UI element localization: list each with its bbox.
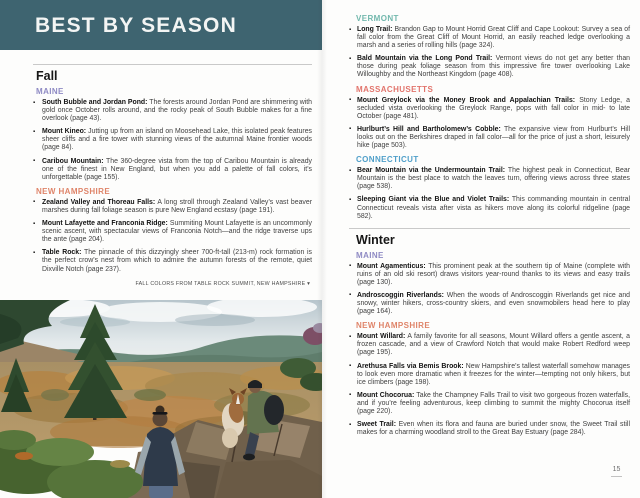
item-title: South Bubble and Jordan Pond: xyxy=(42,99,148,106)
bullet-icon: ▪ xyxy=(349,97,352,104)
bullet-icon: ▪ xyxy=(349,333,352,340)
item-body: This prominent peak at the southern tip of Maine (complete with ruins of an old ski resort) draws visitors year-round thanks to its views and easy trails (page 130). xyxy=(357,262,631,286)
section-header-banner xyxy=(0,0,322,50)
item-body: Vermont views do not get any better than those during peak foliage season from this impressive fire tower overlooking Lake Willoughby and the Northeast Kingdom (page 408). xyxy=(357,55,630,79)
list-item xyxy=(349,126,630,150)
bullet-icon: ▪ xyxy=(349,26,352,33)
item-title: Sleeping Giant via the Blue and Violet Trails: xyxy=(357,196,510,204)
list-item xyxy=(349,263,630,287)
item-body: The expansive view from Hurlburt’s Hill looks out on the Berkshires draped in fall color—all for the price of just a short, leisurely hike (page 503). xyxy=(357,125,631,150)
page-number-tick xyxy=(611,476,622,477)
divider-rule xyxy=(33,64,312,65)
summit-photo xyxy=(0,300,322,498)
item-title: Mount Lafayette and Franconia Ridge: xyxy=(42,220,168,228)
list-item xyxy=(33,99,312,123)
right-column xyxy=(349,14,630,442)
item-body: Even when its flora and fauna are buried under snow, the Sweet Trail still makes for a charming woodland stroll to the Great Bay Estuary (page 284). xyxy=(357,421,630,437)
bullet-icon: ▪ xyxy=(349,421,352,428)
state-label-connecticut: CONNECTICUT xyxy=(356,155,419,165)
bullet-icon: ▪ xyxy=(349,167,352,174)
item-body: A family favorite for all seasons, Mount Willard offers a gentle ascent, a frozen cascade, and a view of Crawford Notch that would make Robert Redford weep (page 195). xyxy=(357,333,631,357)
bullet-icon: ▪ xyxy=(33,128,36,135)
item-title: Mount Agamenticus: xyxy=(357,262,426,270)
item-body: The highest peak in Connecticut, Bear Mountain is the best place to watch the leaves turn, offering views across three states (page 538). xyxy=(357,167,630,191)
item-body: When the woods of Androscoggin Riverlands get nice and snowy, winter hikers, cross-country skiers, and even snowmobilers head here to play (page 164). xyxy=(357,291,630,316)
list-item xyxy=(349,363,630,387)
item-body: New Hampshire’s tallest waterfall somehow manages to look even more dramatic when it freezes for the winter—tempting not only hikers, but ice climbers (page 198). xyxy=(357,362,630,386)
bullet-icon: ▪ xyxy=(349,263,352,270)
state-label-maine-fall: MAINE xyxy=(36,87,64,96)
bullet-icon: ▪ xyxy=(33,199,36,206)
item-title: Caribou Mountain: xyxy=(42,157,104,165)
page-number xyxy=(611,466,622,477)
state-label-new-hampshire-fall: NEW HAMPSHIRE xyxy=(36,186,111,196)
item-title: Hurlburt’s Hill and Bartholomew’s Cobble: xyxy=(357,125,501,133)
item-title: Mount Willard: xyxy=(357,333,406,341)
photo-caption: FALL COLORS FROM TABLE ROCK SUMMIT, NEW HAMPSHIRE ▾ xyxy=(135,280,310,287)
item-title: Arethusa Falls via Bemis Brook: xyxy=(357,362,464,370)
bullet-icon: ▪ xyxy=(349,126,352,133)
item-body: This commanding mountain in central Connecticut reveals vista after vista as hikers move along its colorful ridgeline (page 582). xyxy=(357,196,630,220)
bullet-icon: ▪ xyxy=(33,220,36,227)
item-body: The forests around Jordan Pond are shimmering with gold once October rolls around, and the rocky peak of South Bubble makes for a fine overlook (page 43). xyxy=(42,99,312,123)
bullet-icon: ▪ xyxy=(349,55,352,62)
state-label-vermont: VERMONT xyxy=(356,14,399,23)
bullet-icon: ▪ xyxy=(33,249,36,256)
season-heading-fall: Fall xyxy=(36,69,58,83)
bullet-icon: ▪ xyxy=(33,99,36,106)
list-item xyxy=(349,392,630,416)
season-heading-winter: Winter xyxy=(356,232,395,247)
fall-landscape-illustration xyxy=(0,300,322,498)
bullet-icon: ▪ xyxy=(349,363,352,370)
bullet-icon: ▪ xyxy=(349,196,352,203)
item-title: Mount Chocorua: xyxy=(357,391,415,399)
list-item xyxy=(33,128,312,152)
item-title: Bald Mountain via the Long Pond Trail: xyxy=(357,55,493,63)
list-item xyxy=(349,292,630,316)
page-title: BEST BY SEASON xyxy=(35,14,237,37)
item-title: Mount Greylock via the Money Brook and Appalachian Trails: xyxy=(357,96,576,104)
list-item xyxy=(349,97,630,121)
state-label-new-hampshire-winter: NEW HAMPSHIRE xyxy=(356,321,431,331)
bullet-icon: ▪ xyxy=(349,392,352,399)
bullet-icon: ▪ xyxy=(349,292,352,299)
state-label-maine-winter: MAINE xyxy=(356,250,384,260)
item-title: Androscoggin Riverlands: xyxy=(357,291,444,299)
list-item xyxy=(33,220,312,244)
item-body: A long stroll through Zealand Valley’s vast beaver marshes during fall foliage season is pure New England ecstasy (page 191). xyxy=(42,198,312,214)
list-item xyxy=(349,55,630,79)
page-number-value: 15 xyxy=(612,466,621,473)
item-body: The 360-degree vista from the top of Caribou Mountain is already one of the finest in New England, but when you add a palette of fall colors, it’s unforgettable (page 155). xyxy=(42,157,313,181)
state-label-massachusetts: MASSACHUSETTS xyxy=(356,84,434,94)
item-title: Long Trail: xyxy=(357,26,393,33)
list-item xyxy=(33,249,312,273)
item-body: Summiting Mount Lafayette is an uncommonly scenic ascent, with spectacular views of Franconia Notch—and the ridge traverse ups the ante (page 204). xyxy=(42,220,312,244)
list-item xyxy=(349,196,630,220)
list-item xyxy=(349,333,630,357)
item-body: Jutting up from an island on Moosehead Lake, this isolated peak features sheer cliffs and a fire tower with stunning views of the autumnal Maine frontier woods (page 84). xyxy=(42,128,313,152)
item-body: Brandon Gap to Mount Horrid Great Cliff and Cape Lookout: Survey a sea of fall color from the Great Cliff of Mount Horrid, an easily reached ledge overlooking a marsh and a series of rolling hills (page 324). xyxy=(357,26,631,50)
list-item xyxy=(349,167,630,191)
left-column xyxy=(33,64,312,288)
item-title: Bear Mountain via the Undermountain Trail: xyxy=(357,167,506,175)
item-title: Mount Kineo: xyxy=(42,128,87,136)
item-title: Sweet Trail: xyxy=(357,421,397,429)
item-body: Take the Champney Falls Trail to visit two gorgeous frozen waterfalls, and if you’re feeling adventurous, keep climbing to summit the mighty Chocorua itself (page 220). xyxy=(357,391,631,415)
item-title: Table Rock: xyxy=(42,249,82,257)
item-body: The pinnacle of this dizzyingly sheer 700-ft-tall (213-m) rock formation is the perfect crow’s nest from which to admire the autumn forests of the remote, quiet Dixville Notch (page 237). xyxy=(42,249,312,273)
list-item xyxy=(33,199,312,215)
list-item xyxy=(349,421,630,437)
item-title: Zealand Valley and Thoreau Falls: xyxy=(42,198,156,206)
list-item xyxy=(33,158,312,182)
item-body: Stony Ledge, a secluded vista overlooking the Greylock Range, pops with fall color in mid- to late October (page 481). xyxy=(357,96,630,120)
bullet-icon: ▪ xyxy=(33,158,36,165)
list-item xyxy=(349,26,630,50)
divider-rule xyxy=(349,228,630,229)
